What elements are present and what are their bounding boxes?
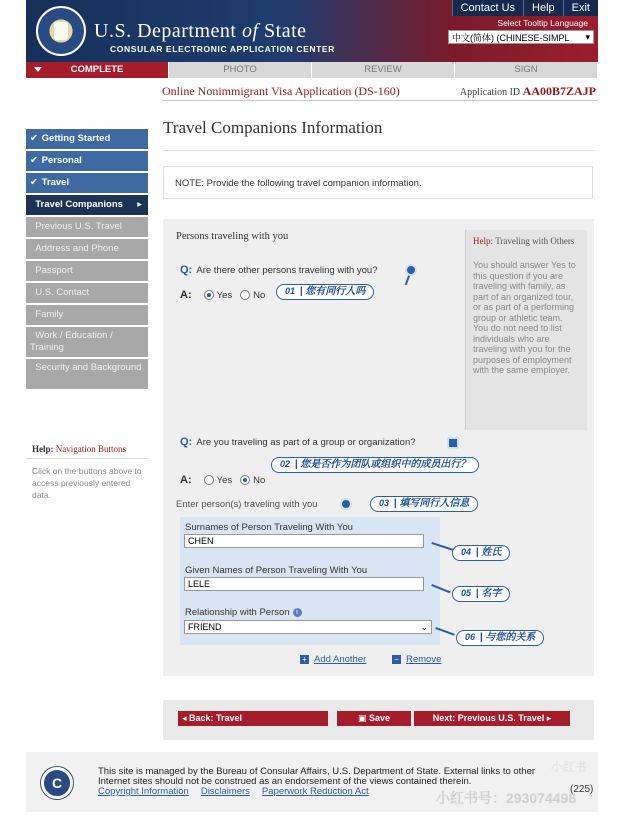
help-traveling-text: You should answer Yes to this question if you are traveling with family, as part of an organized tour, or as part of a performing group or athletic team. You do not need to list individuals who are traveling with you for the purposes of employment with the same employer.: [473, 260, 576, 375]
divider: [163, 150, 594, 151]
section-heading: Persons traveling with you: [176, 231, 289, 242]
state-department-seal-icon: [36, 6, 86, 56]
page-count: (225): [570, 784, 594, 795]
paperwork-reduction-link[interactable]: Paperwork Reduction Act: [261, 786, 369, 797]
save-button[interactable]: ▣ Save: [337, 711, 411, 726]
radio-no-group[interactable]: No: [240, 475, 265, 486]
form-title: Online Nonimmigrant Visa Application (DS-160): [162, 84, 400, 98]
surname-input[interactable]: CHEN: [184, 534, 424, 548]
help-traveling-title: Help: Traveling with Others: [473, 236, 575, 246]
relationship-label: Relationship with Person i: [185, 607, 302, 618]
step-sign: SIGN: [455, 62, 598, 78]
tooltip-language-label: Select Tooltip Language: [497, 18, 588, 28]
sidebar-nav: [26, 129, 148, 391]
help-link[interactable]: Help: [523, 0, 563, 16]
annotation-marker-icon: [340, 498, 352, 510]
radio-yes-other-persons[interactable]: Yes: [204, 290, 233, 301]
radio-yes-group[interactable]: Yes: [204, 475, 233, 486]
radio-selected-icon: [204, 290, 214, 300]
enter-companions-label: Enter person(s) traveling with you: [176, 499, 318, 510]
progress-steps: [26, 62, 598, 78]
given-name-input[interactable]: LELE: [184, 577, 424, 591]
sidebar-item-travel-companions[interactable]: Travel Companions ▸: [26, 195, 148, 215]
remove-link[interactable]: − Remove: [392, 654, 441, 665]
annotation-02: 02 | 您是否作为团队或组织中的成员出行？: [271, 457, 479, 473]
annotation-06: 06 | 与您的关系: [456, 630, 544, 646]
sidebar-item-getting-started[interactable]: ✔ Getting Started: [26, 129, 148, 149]
application-id-value: AA00B7ZAJP: [522, 84, 596, 98]
sidebar-item-work-education: Work / Education / Training: [26, 327, 148, 357]
sidebar-item-personal[interactable]: ✔ Personal: [26, 151, 148, 171]
save-icon: ▣: [357, 713, 367, 723]
surname-label: Surnames of Person Traveling With You: [185, 522, 353, 533]
answer-other-persons: A: Yes No: [180, 289, 266, 301]
department-subtitle: CONSULAR ELECTRONIC APPLICATION CENTER: [110, 44, 335, 54]
sidebar-item-passport: Passport: [26, 261, 148, 281]
top-links: [452, 0, 598, 16]
arrow-right-icon: ▸: [137, 199, 142, 210]
annotation-03: 03 | 填写同行人信息: [370, 496, 478, 512]
chevron-down-icon: ⌄: [420, 621, 428, 632]
question-other-persons: Q: Are there other persons traveling with you?: [180, 264, 378, 276]
answer-group-organization: A: Yes No: [180, 474, 266, 486]
radio-empty-icon: [240, 290, 250, 300]
annotation-01: 01 | 您有同行人吗: [276, 284, 374, 300]
footer-links: [98, 786, 369, 797]
note-box: NOTE: Provide the following travel companion information.: [163, 166, 593, 199]
watermark-logo: 小红书: [551, 760, 588, 774]
sidebar-item-security: Security and Background: [26, 359, 148, 389]
sidebar-item-travel[interactable]: ✔ Travel: [26, 173, 148, 193]
annotation-marker-icon: [447, 437, 459, 449]
contact-us-link[interactable]: Contact Us: [452, 0, 523, 16]
sidebar-item-address-phone: Address and Phone: [26, 239, 148, 259]
sidebar-item-us-contact: U.S. Contact: [26, 283, 148, 303]
relationship-select[interactable]: [184, 620, 432, 634]
checkmark-icon: ✔: [30, 177, 38, 188]
help-navigation-text: Click on the buttons above to access previously entered data.: [32, 466, 142, 500]
department-title: U.S. Department of State: [94, 20, 307, 42]
page-title: Travel Companions Information: [163, 118, 383, 137]
step-complete: COMPLETE: [26, 62, 169, 78]
step-photo: PHOTO: [169, 62, 312, 78]
back-button[interactable]: ◂ Back: Travel: [178, 711, 328, 726]
annotation-05: 05 | 名字: [452, 586, 510, 602]
info-icon[interactable]: i: [293, 608, 302, 617]
radio-no-other-persons[interactable]: No: [240, 290, 265, 301]
step-review: REVIEW: [312, 62, 455, 78]
radio-selected-icon: [240, 475, 250, 485]
given-name-label: Given Names of Person Traveling With You: [185, 565, 368, 576]
question-group-organization: Q: Are you traveling as part of a group or organization?: [180, 436, 416, 448]
caret-down-icon: [34, 67, 42, 72]
add-another-link[interactable]: + Add Another: [300, 654, 366, 665]
language-select-value: 中文(简体) (CHINESE-SIMPL: [452, 32, 570, 43]
help-navigation-box: [26, 440, 148, 530]
language-select[interactable]: [448, 30, 594, 44]
consular-affairs-logo-icon: C: [41, 767, 73, 799]
disclaimers-link[interactable]: Disclaimers: [200, 786, 250, 797]
watermark-text: 小红书号：293074498: [436, 790, 577, 806]
checkmark-icon: ✔: [30, 155, 38, 166]
footer-text: This site is managed by the Bureau of Consular Affairs, U.S. Department of State. External links to other Internet sites should not be construed as an endorsement of the views contained therein.: [98, 766, 536, 787]
site-header: [26, 0, 598, 62]
annotation-marker-icon: [405, 264, 417, 276]
chevron-down-icon: ▾: [585, 31, 590, 42]
exit-link[interactable]: Exit: [563, 0, 598, 16]
help-navigation-title: Help: Navigation Buttons: [26, 440, 148, 459]
divider: [162, 100, 598, 101]
annotation-04: 04 | 姓氏: [452, 545, 510, 561]
relationship-select-value: FRIEND: [188, 622, 222, 632]
next-button[interactable]: Next: Previous U.S. Travel ▸: [414, 711, 570, 726]
sidebar-item-previous-us-travel: Previous U.S. Travel: [26, 217, 148, 237]
application-id: Application ID AA00B7ZAJP: [459, 84, 596, 98]
sidebar-item-family: Family: [26, 305, 148, 325]
copyright-link[interactable]: Copyright Information: [98, 786, 189, 797]
checkmark-icon: ✔: [30, 133, 38, 144]
help-traveling-box: [465, 230, 587, 430]
radio-empty-icon: [204, 475, 214, 485]
